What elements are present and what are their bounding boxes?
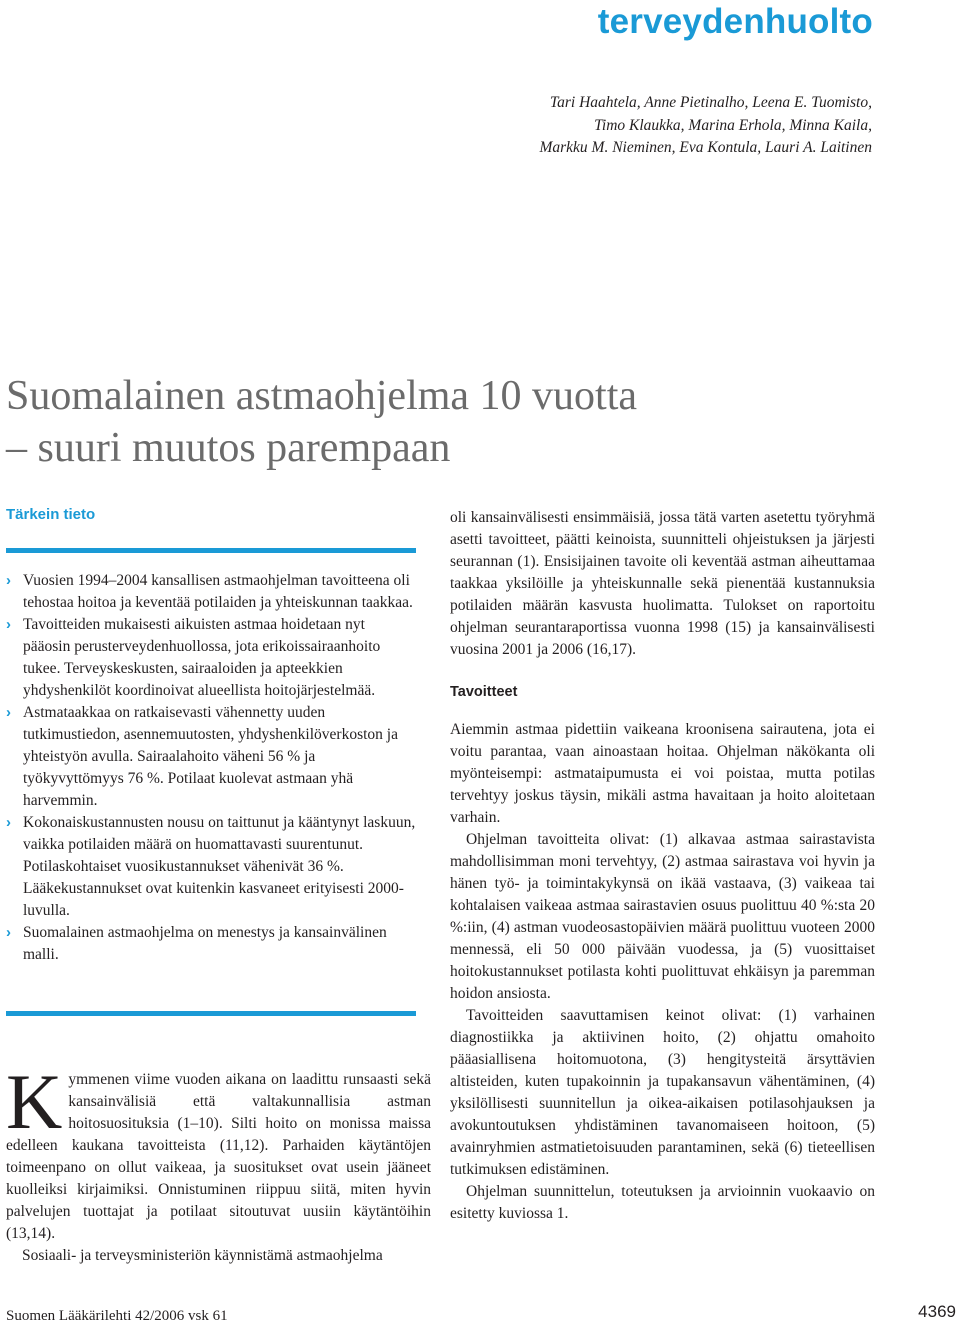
body-paragraph — [6, 1058, 431, 1245]
body-column-right — [450, 507, 875, 1225]
key-points-top-rule — [6, 548, 416, 553]
body-column-left — [6, 1058, 431, 1267]
chevron-right-icon: › — [6, 572, 11, 589]
section-tag: terveydenhuolto — [597, 2, 873, 41]
title-line-2: – suuri muutos parempaan — [6, 425, 451, 471]
body-paragraph: Sosiaali- ja terveysministeriön käynnistämä astmaohjelma — [22, 1247, 383, 1264]
key-points-bottom-rule — [6, 1011, 416, 1016]
chevron-right-icon: › — [6, 616, 11, 633]
journal-footer: Suomen Lääkärilehti 42/2006 vsk 61 — [6, 1308, 228, 1324]
chevron-right-icon: › — [6, 924, 11, 941]
chevron-right-icon: › — [6, 704, 11, 721]
key-points-list — [6, 570, 416, 966]
article-title — [6, 370, 906, 474]
key-point-text: Vuosien 1994–2004 kansallisen astmaohjelman tavoitteena oli tehostaa hoitoa ja keventää potilaiden ja yhteiskunnan taakkaa. — [23, 572, 413, 611]
key-point-text: Kokonaiskustannusten nousu on taittunut ja kääntynyt laskuun, vaikka potilaiden määrä on huomattavasti suurentunut. Potilaskohtaiset vuosikustannukset vähenivät 36 %. Lääkekustannukset ovat kuitenkin kasvaneet erityisesti 2000-luvulla. — [23, 814, 416, 919]
body-paragraph: oli kansainvälisesti ensimmäisiä, jossa tätä varten asetettu työryhmä asetti tavoitteet, päätti keinoista, suunnitteli ohjeistuksen ja järjesti seurannan (1). Ensisijainen tavoite oli keventää astman aiheuttamaa taakkaa yksilöille ja yhteiskunnalle sekä pienentää kustannuksia potilaiden määrän kasvusta huolimatta. Tulokset on raportoitu ohjelman seurantaraportissa vuonna 1998 (15) ja kansainvälisesti vuosina 2001 ja 2006 (16,17). — [450, 509, 875, 658]
author-line: Timo Klaukka, Marina Erhola, Minna Kaila, — [594, 116, 872, 134]
paragraph-text: ymmenen viime vuoden aikana on laadittu runsaasti sekä kansainvälisiä että valtakunnallisia astman hoitosuosituksia (1–10). Silti hoito on monissa maissa edelleen kaukana tavoitteista (11,12). Parhaiden käytäntöjen toimeenpano on ollut vaikeaa, ja suositukset ovat usein jääneet kuolleiksi kirjaimiksi. Onnistuminen riippuu siitä, miten hyvin palvelujen tuottajat ja potilaat sitoutuvat uusiin käytäntöihin (13,14). — [6, 1071, 431, 1242]
key-point-text: Tavoitteiden mukaisesti aikuisten astmaa hoidetaan nyt pääosin perusterveydenhuollossa, jota erikoissairaanhoito tukee. Terveyskeskusten, sairaaloiden ja apteekkien yhdyshenkilöt koordinoivat alueellista hoitojärjestelmää. — [23, 616, 381, 699]
drop-cap: K — [6, 1058, 63, 1145]
title-line-1: Suomalainen astmaohjelma 10 vuotta — [6, 373, 638, 419]
author-list — [352, 92, 872, 160]
key-point-item — [6, 922, 416, 966]
body-paragraph: Ohjelman tavoitteita olivat: (1) alkavaa astmaa sairastavista mahdollisimman moni tervehtyy, (2) astmaa sairastava voi hyvin ja hänen työ- ja toimintakykynsä on ikää vastaava, (3) vaikeaa tai kohtalaisen vaikeaa astmaa sairastavien osuus puolittuu 40 %:sta 20 %:iin, (4) astman vuodeosastopäivien määrä puolittuu vuoteen 2000 mennessä, eli 50 000 päivään vuodessa, ja (5) vuosittaiset hoitokustannukset potilasta kohti puolittuvat ehkäisyn ja paremman hoidon ansiosta. — [450, 831, 875, 1002]
key-point-text: Astmataakkaa on ratkaisevasti vähennetty uuden tutkimustiedon, asennemuutosten, yhdyshenkilöverkoston ja yhteistyön avulla. Sairaalahoito väheni 56 % ja työkyvyttömyys 76 %. Potilaat kuolevat astmaan yhä harvemmin. — [23, 704, 398, 809]
key-points-heading: Tärkein tieto — [6, 506, 96, 523]
section-subheading: Tavoitteet — [450, 684, 518, 700]
key-point-item — [6, 702, 416, 812]
key-point-item — [6, 614, 416, 702]
author-line: Tari Haahtela, Anne Pietinalho, Leena E. Tuomisto, — [549, 94, 872, 111]
key-point-text: Suomalainen astmaohjelma on menestys ja kansainvälinen malli. — [23, 924, 387, 963]
key-point-item — [6, 570, 416, 614]
body-paragraph: Ohjelman suunnittelun, toteutuksen ja arvioinnin vuokaavio on esitetty kuviossa 1. — [450, 1183, 875, 1222]
key-point-item — [6, 812, 416, 922]
body-paragraph: Tavoitteiden saavuttamisen keinot olivat: (1) varhainen diagnostiikka ja aktiivinen hoito, (2) ohjattu omahoito pääasiallisena hoitomuotona, (3) hengitysteitä ärsyttävien altisteiden, kuten tupakoinnin ja tupakansavun vähentäminen, (4) yksilöllisesti suunnitellun ja oikea-aikaisen potilasohjauksen ja avokuntoutuksen yhdistäminen tavanomaiseen hoitoon, (5) avainryhmien astmatietoisuuden parantaminen, sekä (6) tieteellisen tutkimuksen edistäminen. — [450, 1007, 875, 1178]
body-paragraph: Aiemmin astmaa pidettiin vaikeana kroonisena sairautena, jota ei voitu parantaa, vaan ainoastaan hoitaa. Ohjelman näkökanta oli myönteisempi: astmataipumusta ei voi poistaa, mutta potilas tervehtyy joskus täysin, mikäli astma havaitaan ja hoito aloitetaan varhain. — [450, 721, 875, 826]
page-number: 4369 — [918, 1302, 956, 1321]
author-line: Markku M. Nieminen, Eva Kontula, Lauri A. Laitinen — [539, 139, 872, 156]
chevron-right-icon: › — [6, 814, 11, 831]
